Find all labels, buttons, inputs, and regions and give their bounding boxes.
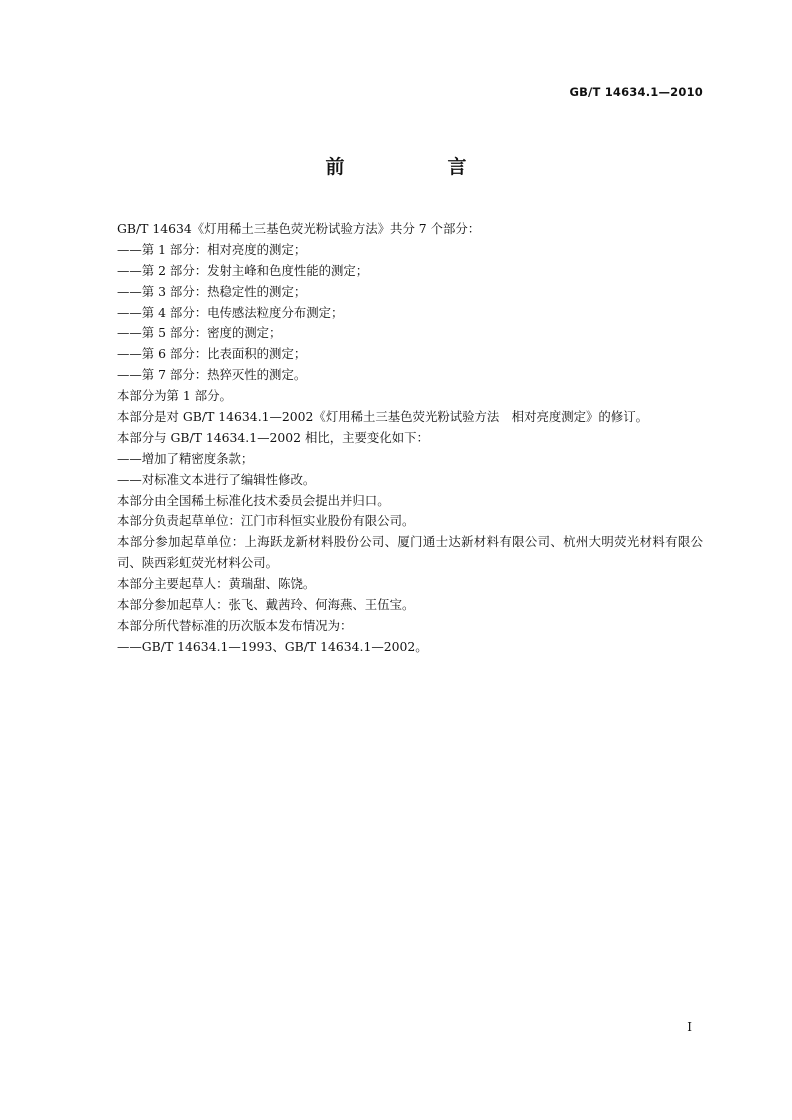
list-item-part-4: ——第 4 部分：电传感法粒度分布测定； — [117, 304, 344, 320]
page-number: I — [687, 1020, 692, 1034]
paragraph-changes-intro: 本部分与 GB/T 14634.1—2002 相比，主要变化如下： — [117, 429, 429, 445]
list-item-previous-versions: ——GB/T 14634.1—1993、GB/T 14634.1—2002。 — [117, 638, 428, 654]
standard-code: GB/T 14634.1—2010 — [569, 85, 703, 99]
list-item-part-3: ——第 3 部分：热稳定性的测定； — [117, 283, 307, 299]
paragraph-main-drafters: 本部分主要起草人：黄瑞甜、陈饶。 — [117, 576, 316, 592]
paragraph-parts-intro: GB/T 14634《灯用稀土三基色荧光粉试验方法》共分 7 个部分： — [117, 221, 481, 236]
paragraph-drafting-unit: 本部分负责起草单位：江门市科恒实业股份有限公司。 — [117, 513, 415, 529]
paragraph-version-history: 本部分所代替标准的历次版本发布情况为： — [117, 617, 353, 633]
paragraph-proposer: 本部分由全国稀土标准化技术委员会提出并归口。 — [117, 492, 390, 508]
paragraph-this-part: 本部分为第 1 部分。 — [117, 388, 232, 404]
list-item-part-2: ——第 2 部分：发射主峰和色度性能的测定； — [117, 262, 369, 278]
paragraph-participating-drafters: 本部分参加起草人：张飞、戴茜玲、何海燕、王伍宝。 — [117, 597, 415, 613]
paragraph-participating-units: 本部分参加起草单位：上海跃龙新材料股份公司、厦门通士达新材料有限公司、杭州大明荧光材料有限公司、陕西彩虹荧光材料公司。 — [117, 534, 703, 571]
list-item-change-2: ——对标准文本进行了编辑性修改。 — [117, 471, 316, 487]
list-item-part-7: ——第 7 部分：热猝灭性的测定。 — [117, 367, 307, 383]
foreword-body — [89, 219, 703, 658]
list-item-part-1: ——第 1 部分：相对亮度的测定； — [117, 241, 307, 257]
page-title: 前 言 — [325, 156, 509, 178]
list-item-part-5: ——第 5 部分：密度的测定； — [117, 325, 282, 341]
paragraph-revision: 本部分是对 GB/T 14634.1—2002《灯用稀土三基色荧光粉试验方法 相对亮度测定》的修订。 — [117, 409, 648, 425]
list-item-part-6: ——第 6 部分：比表面积的测定； — [117, 346, 307, 362]
list-item-change-1: ——增加了精密度条款； — [117, 450, 254, 466]
